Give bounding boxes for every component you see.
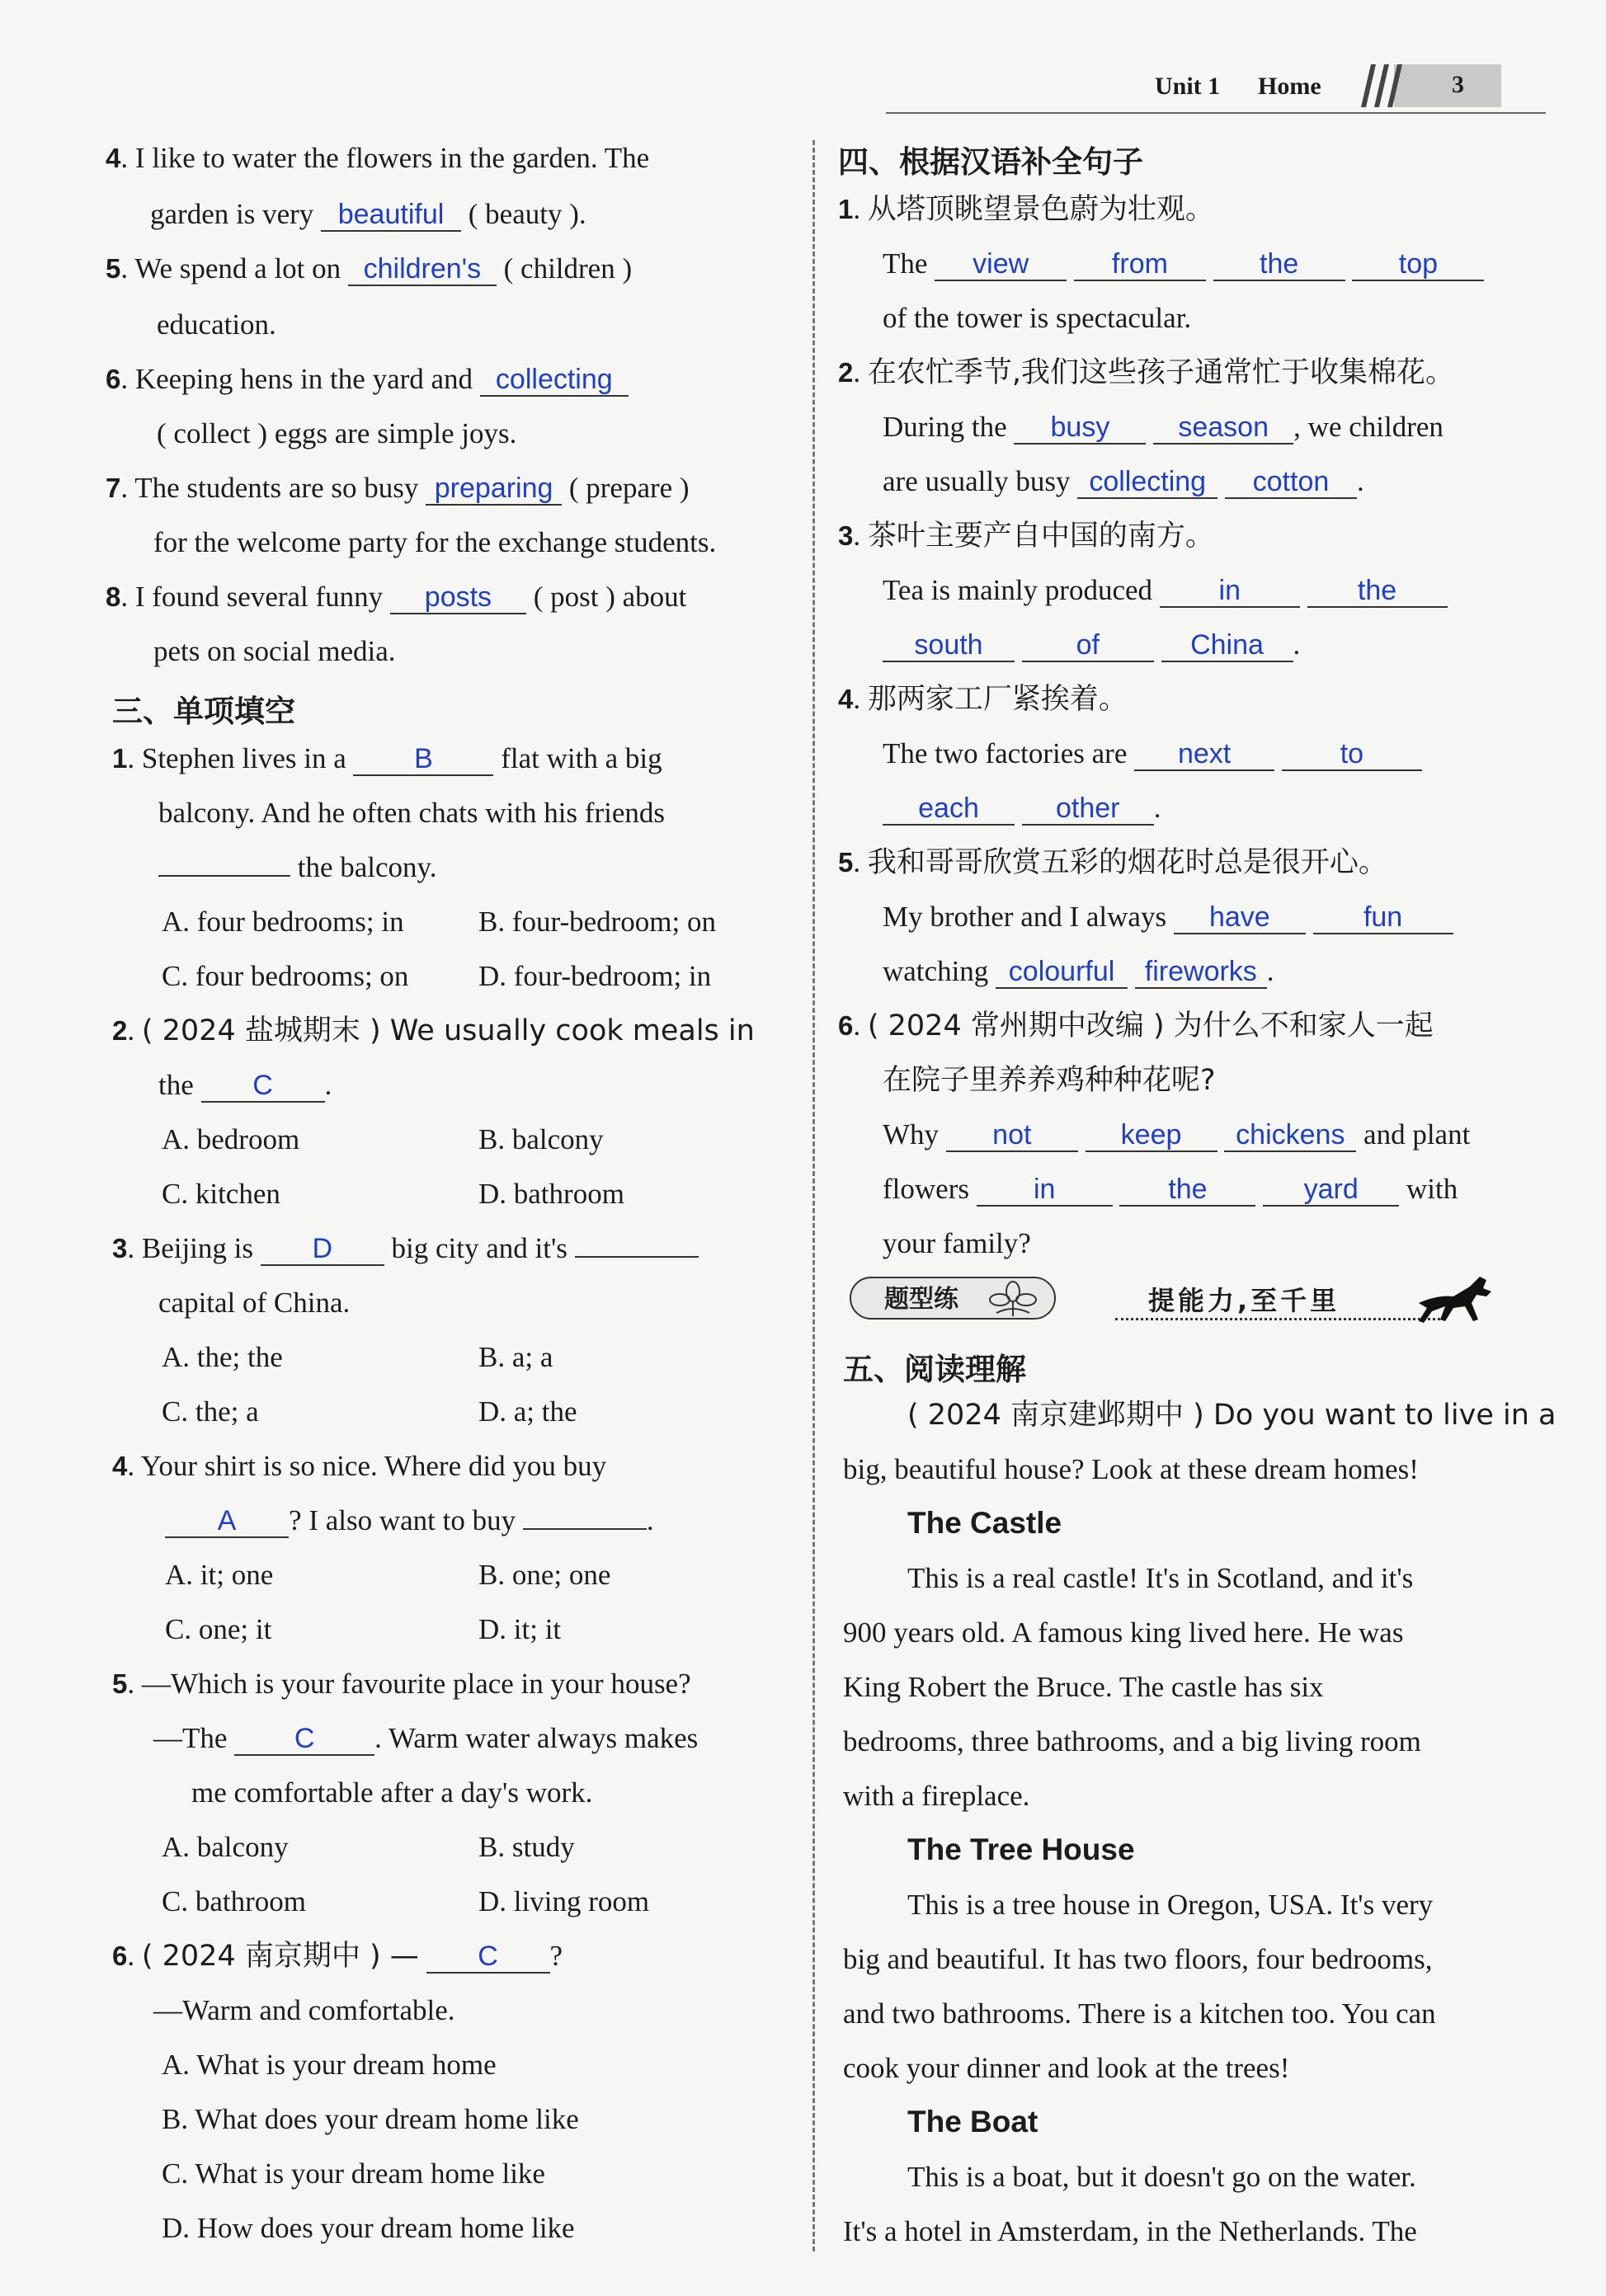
fill-item-4-line1: 4. I like to water the flowers in the garden. The (106, 142, 650, 174)
mc-4-option-d[interactable]: D. it; it (478, 1613, 562, 1645)
item-text: Keeping hens in the yard and (134, 363, 473, 395)
tr-5-english (883, 899, 1453, 935)
tr-1-english (883, 246, 1484, 282)
answer-blank[interactable]: top (1352, 248, 1484, 281)
mc-6-line2: —Warm and comfortable. (153, 1994, 455, 2026)
tr-6-english (883, 1117, 1470, 1153)
mc-5-line3: me comfortable after a day's work. (191, 1776, 593, 1809)
mc-1-option-d[interactable]: D. four-bedroom; in (478, 960, 712, 992)
section-5-title: 五、阅读理解 (843, 1352, 1026, 1387)
reading-intro-line2: big, beautiful house? Look at these dream homes! (843, 1453, 1419, 1485)
item-number: 3 (838, 520, 854, 551)
mc-5-option-c[interactable]: C. bathroom (162, 1885, 306, 1917)
mc-5-option-d[interactable]: D. living room (478, 1885, 650, 1917)
tr-2-chinese: 2. 在农忙季节,我们这些孩子通常忙于收集棉花。 (838, 356, 1454, 389)
header-title: Home (1258, 73, 1321, 100)
item-text: The students are so busy (134, 472, 419, 504)
tree-line3: and two bathrooms. There is a kitchen too. You can (843, 1997, 1436, 2030)
header-unit: Unit 1 (1155, 73, 1221, 100)
answer-blank[interactable]: in (1160, 575, 1300, 608)
chinese-sentence: ( 2024 常州期中改编 ) 为什么不和家人一起 (867, 1009, 1434, 1042)
chinese-sentence: 我和哥哥欣赏五彩的烟花时总是很开心。 (867, 846, 1387, 879)
empty-blank[interactable] (575, 1256, 699, 1258)
item-number: 6 (838, 1010, 854, 1041)
mc-6-option-d[interactable]: D. How does your dream home like (162, 2212, 575, 2244)
answer-blank[interactable]: other (1022, 793, 1154, 826)
header-stripes-decoration (1353, 64, 1406, 107)
mc-3-line1: 3. Beijing is D big city and it's (112, 1230, 699, 1267)
intro-text: ( 2024 南京建邺期中 ) Do you want to live in a (907, 1399, 1557, 1432)
answer-blank[interactable]: preparing (426, 473, 562, 506)
answer-blank[interactable]: each (883, 793, 1015, 826)
answer-blank[interactable]: children's (348, 253, 497, 286)
mc-3-option-a[interactable]: A. the; the (162, 1341, 283, 1373)
tr-6-english-cont2: your family? (883, 1227, 1031, 1259)
answer-blank[interactable]: south (883, 629, 1015, 662)
horse-icon (1412, 1270, 1503, 1328)
answer-blank[interactable]: China (1161, 629, 1293, 662)
empty-blank[interactable] (158, 875, 290, 877)
tr-4-chinese: 4. 那两家工厂紧挨着。 (838, 683, 1128, 716)
answer-blank[interactable]: fun (1313, 901, 1453, 934)
mc-2-line1: 2. ( 2024 盐城期末 ) We usually cook meals in (112, 1014, 755, 1047)
item-text: flat with a big (501, 742, 662, 774)
item-number: 8 (106, 581, 121, 612)
answer-blank[interactable]: beautiful (321, 199, 461, 232)
item-text: ( prepare ) (568, 472, 690, 504)
item-text: . (1356, 465, 1364, 497)
mc-2-line2: the C . (158, 1069, 332, 1101)
fill-item-7-line1: 7. The students are so busy preparing ( prepare ) (106, 472, 690, 504)
mc-6-option-a[interactable]: A. What is your dream home (162, 2049, 497, 2081)
answer-blank[interactable]: D (261, 1233, 384, 1266)
item-text: ? (549, 1940, 563, 1972)
fill-item-5-line2: education. (157, 308, 276, 341)
banner-slogan: 提能力,至千里 (1148, 1285, 1340, 1316)
answer-blank[interactable]: have (1174, 901, 1306, 934)
item-text: Stephen lives in a (141, 742, 346, 774)
answer-blank[interactable]: of (1022, 629, 1154, 662)
item-number: 5 (112, 1668, 128, 1699)
castle-line3: King Robert the Bruce. The castle has six (843, 1671, 1324, 1703)
item-text: ( children ) (503, 252, 633, 285)
fill-item-7-line2: for the welcome party for the exchange students. (153, 526, 717, 558)
tree-house-heading: The Tree House (907, 1833, 1135, 1866)
answer-blank[interactable]: cotton (1225, 466, 1357, 499)
item-text: with (1406, 1173, 1458, 1205)
fill-item-6-line2: ( collect ) eggs are simple joys. (157, 417, 517, 449)
castle-line5: with a fireplace. (843, 1780, 1030, 1812)
tr-1-english-cont: of the tower is spectacular. (883, 302, 1192, 334)
tr-5-english-cont (883, 953, 1274, 990)
item-number: 1 (838, 194, 854, 224)
item-number: 6 (106, 364, 121, 394)
answer-blank[interactable]: A (165, 1505, 289, 1538)
tr-3-english (883, 572, 1448, 609)
header-rule (886, 112, 1546, 114)
item-text: the balcony. (297, 851, 437, 883)
mc-1-option-c[interactable]: C. four bedrooms; on (162, 960, 409, 992)
item-text: big city and it's (391, 1232, 568, 1264)
item-text: . (1153, 792, 1161, 824)
mc-2-option-c[interactable]: C. kitchen (162, 1178, 280, 1210)
fill-item-6-line1: 6. Keeping hens in the yard and collecting (106, 361, 629, 398)
page-number-box (1394, 64, 1501, 107)
mc-4-line2 (165, 1503, 654, 1539)
item-text: —The (153, 1722, 228, 1754)
castle-line1: This is a real castle! It's in Scotland, and it's (907, 1562, 1414, 1594)
item-number: 5 (106, 253, 121, 284)
item-number: 2 (112, 1015, 128, 1046)
item-text: ? I also want to buy (289, 1504, 516, 1536)
item-text: watching (883, 955, 989, 987)
mc-6-option-b[interactable]: B. What does your dream home like (162, 2103, 579, 2135)
item-number: 4 (112, 1451, 128, 1481)
item-number: 7 (106, 473, 121, 503)
banner-dotted-rule (1115, 1318, 1445, 1320)
mc-4-option-b[interactable]: B. one; one (478, 1559, 611, 1591)
answer-blank[interactable]: busy (1014, 412, 1146, 445)
item-text: and plant (1363, 1118, 1471, 1150)
mc-5-option-a[interactable]: A. balcony (162, 1831, 289, 1863)
answer-blank[interactable]: chickens (1224, 1119, 1356, 1152)
item-number: 2 (838, 357, 854, 388)
item-number: 3 (112, 1233, 128, 1263)
item-text: ( 2024 南京期中 ) — (141, 1940, 419, 1973)
answer-blank[interactable]: the (1307, 575, 1448, 608)
mc-6-line1: 6. ( 2024 南京期中 ) — C ? (112, 1940, 563, 1973)
item-number: 5 (838, 847, 854, 877)
answer-blank[interactable]: collecting (480, 364, 629, 397)
item-text: . (1266, 955, 1274, 987)
tr-6-english-cont (883, 1171, 1458, 1207)
tr-5-chinese: 5. 我和哥哥欣赏五彩的烟花时总是很开心。 (838, 846, 1387, 879)
tr-2-english (883, 409, 1444, 445)
tr-1-chinese: 1. 从塔顶眺望景色蔚为壮观。 (838, 193, 1214, 226)
section-4-title: 四、根据汉语补全句子 (838, 144, 1143, 180)
mc-1-line1: 1. Stephen lives in a B flat with a big (112, 742, 662, 774)
tr-3-english-cont (883, 627, 1300, 663)
mc-3-option-b[interactable]: B. a; a (478, 1341, 553, 1373)
answer-blank[interactable]: in (977, 1174, 1113, 1207)
answer-blank[interactable]: yard (1263, 1174, 1399, 1207)
item-text: Why (883, 1118, 940, 1150)
answer-blank[interactable]: season (1153, 412, 1293, 445)
empty-blank[interactable] (523, 1528, 647, 1530)
mc-3-line2: capital of China. (158, 1287, 351, 1319)
item-text: Beijing is (141, 1232, 254, 1264)
fill-item-4-line2 (150, 196, 586, 233)
boat-heading: The Boat (907, 2105, 1038, 2138)
fill-item-5-line1: 5. We spend a lot on children's ( children ) (106, 252, 633, 285)
item-text: ( post ) about (533, 581, 687, 613)
tr-4-english (883, 736, 1422, 772)
mc-4-option-c[interactable]: C. one; it (165, 1613, 272, 1645)
item-text: The (883, 247, 928, 280)
answer-blank[interactable]: C (234, 1723, 374, 1756)
item-text: I like to water the flowers in the garden. The (134, 142, 650, 174)
mc-4-option-a[interactable]: A. it; one (165, 1559, 274, 1591)
answer-blank[interactable]: the (1213, 248, 1345, 281)
tree-line2: big and beautiful. It has two floors, four bedrooms, (843, 1943, 1433, 1975)
tr-4-english-cont (883, 790, 1161, 826)
column-divider (812, 140, 815, 2251)
section-3-title: 三、单项填空 (112, 694, 295, 729)
chinese-sentence: 茶叶主要产自中国的南方。 (867, 520, 1214, 553)
fill-item-8-line1: 8. I found several funny posts ( post ) about (106, 581, 687, 613)
tree-line4: cook your dinner and look at the trees! (843, 2052, 1290, 2084)
item-number: 4 (106, 143, 121, 173)
mc-1-line3 (158, 849, 437, 886)
mc-5-line1: 5. —Which is your favourite place in your house? (112, 1668, 691, 1700)
item-text: —Which is your favourite place in your house? (141, 1668, 691, 1700)
chinese-sentence: 从塔顶眺望景色蔚为壮观。 (867, 193, 1214, 226)
item-text: the (158, 1069, 194, 1101)
item-text: ( beauty ). (468, 198, 586, 230)
answer-blank[interactable]: the (1119, 1174, 1255, 1207)
answer-blank[interactable]: view (935, 248, 1067, 281)
item-number: 6 (112, 1941, 128, 1971)
answer-blank[interactable]: posts (390, 581, 526, 614)
flower-icon (988, 1280, 1038, 1318)
castle-heading: The Castle (907, 1506, 1062, 1540)
item-text: We spend a lot on (134, 252, 341, 285)
tree-line1: This is a tree house in Oregon, USA. It's very (907, 1889, 1434, 1921)
item-text: During the (883, 411, 1007, 443)
fill-item-8-line2: pets on social media. (153, 635, 396, 667)
mc-2-option-a[interactable]: A. bedroom (162, 1123, 300, 1155)
mc-5-option-b[interactable]: B. study (478, 1831, 575, 1863)
answer-blank[interactable]: not (946, 1119, 1078, 1152)
item-text: . Warm water always makes (374, 1722, 699, 1754)
item-text: , we children (1293, 411, 1444, 443)
answer-blank[interactable]: to (1282, 738, 1422, 771)
mc-3-option-c[interactable]: C. the; a (162, 1395, 259, 1428)
item-text: Your shirt is so nice. Where did you buy (140, 1450, 607, 1482)
item-text: . (1293, 628, 1301, 661)
answer-blank[interactable]: from (1074, 248, 1206, 281)
answer-blank[interactable]: next (1134, 738, 1274, 771)
item-text: . (646, 1504, 654, 1536)
item-text: garden is very (150, 198, 314, 230)
item-text: flowers (883, 1173, 969, 1205)
mc-5-line2 (153, 1720, 698, 1757)
castle-line2: 900 years old. A famous king lived here. He was (843, 1616, 1404, 1649)
tr-3-chinese: 3. 茶叶主要产自中国的南方。 (838, 520, 1214, 553)
item-number: 1 (112, 743, 128, 774)
boat-line2: It's a hotel in Amsterdam, in the Netherlands. The (843, 2215, 1417, 2247)
page-number: 3 (1452, 71, 1464, 98)
mc-1-line2: balcony. And he often chats with his friends (158, 797, 665, 829)
mc-1-option-b[interactable]: B. four-bedroom; on (478, 906, 716, 938)
mc-1-option-a[interactable]: A. four bedrooms; in (162, 906, 404, 938)
answer-blank[interactable]: colourful (996, 956, 1128, 989)
tr-6-chinese-line1: 6. ( 2024 常州期中改编 ) 为什么不和家人一起 (838, 1009, 1434, 1042)
mc-2-option-b[interactable]: B. balcony (478, 1123, 604, 1155)
item-number: 4 (838, 684, 854, 714)
item-text: My brother and I always (883, 901, 1167, 933)
item-text: are usually busy (883, 465, 1071, 497)
banner-tag: 题型练 (850, 1277, 1056, 1320)
item-text: The two factories are (883, 737, 1128, 769)
answer-blank[interactable]: keep (1086, 1119, 1217, 1152)
chinese-sentence: 在农忙季节,我们这些孩子通常忙于收集棉花。 (867, 356, 1454, 389)
boat-line1: This is a boat, but it doesn't go on the water. (907, 2161, 1416, 2193)
item-text: ( 2024 盐城期末 ) We usually cook meals in (141, 1014, 755, 1047)
answer-blank[interactable]: C (426, 1941, 550, 1974)
mc-6-option-c[interactable]: C. What is your dream home like (162, 2157, 545, 2190)
item-text: Tea is mainly produced (883, 574, 1153, 606)
mc-3-option-d[interactable]: D. a; the (478, 1395, 577, 1428)
practice-banner (843, 1270, 1552, 1328)
answer-blank[interactable]: B (353, 743, 493, 776)
answer-blank[interactable]: C (201, 1070, 325, 1103)
answer-blank[interactable]: collecting (1077, 466, 1217, 499)
castle-line4: bedrooms, three bathrooms, and a big living room (843, 1725, 1421, 1757)
tr-6-chinese-line2: 在院子里养养鸡种种花呢? (883, 1064, 1216, 1097)
reading-intro-line1 (907, 1397, 1556, 1433)
item-text: I found several funny (134, 581, 384, 613)
mc-2-option-d[interactable]: D. bathroom (478, 1178, 624, 1210)
mc-4-line1: 4. Your shirt is so nice. Where did you buy (112, 1450, 607, 1482)
answer-blank[interactable]: fireworks (1135, 956, 1267, 989)
chinese-sentence: 那两家工厂紧挨着。 (867, 683, 1128, 716)
tr-2-english-cont (883, 463, 1364, 500)
